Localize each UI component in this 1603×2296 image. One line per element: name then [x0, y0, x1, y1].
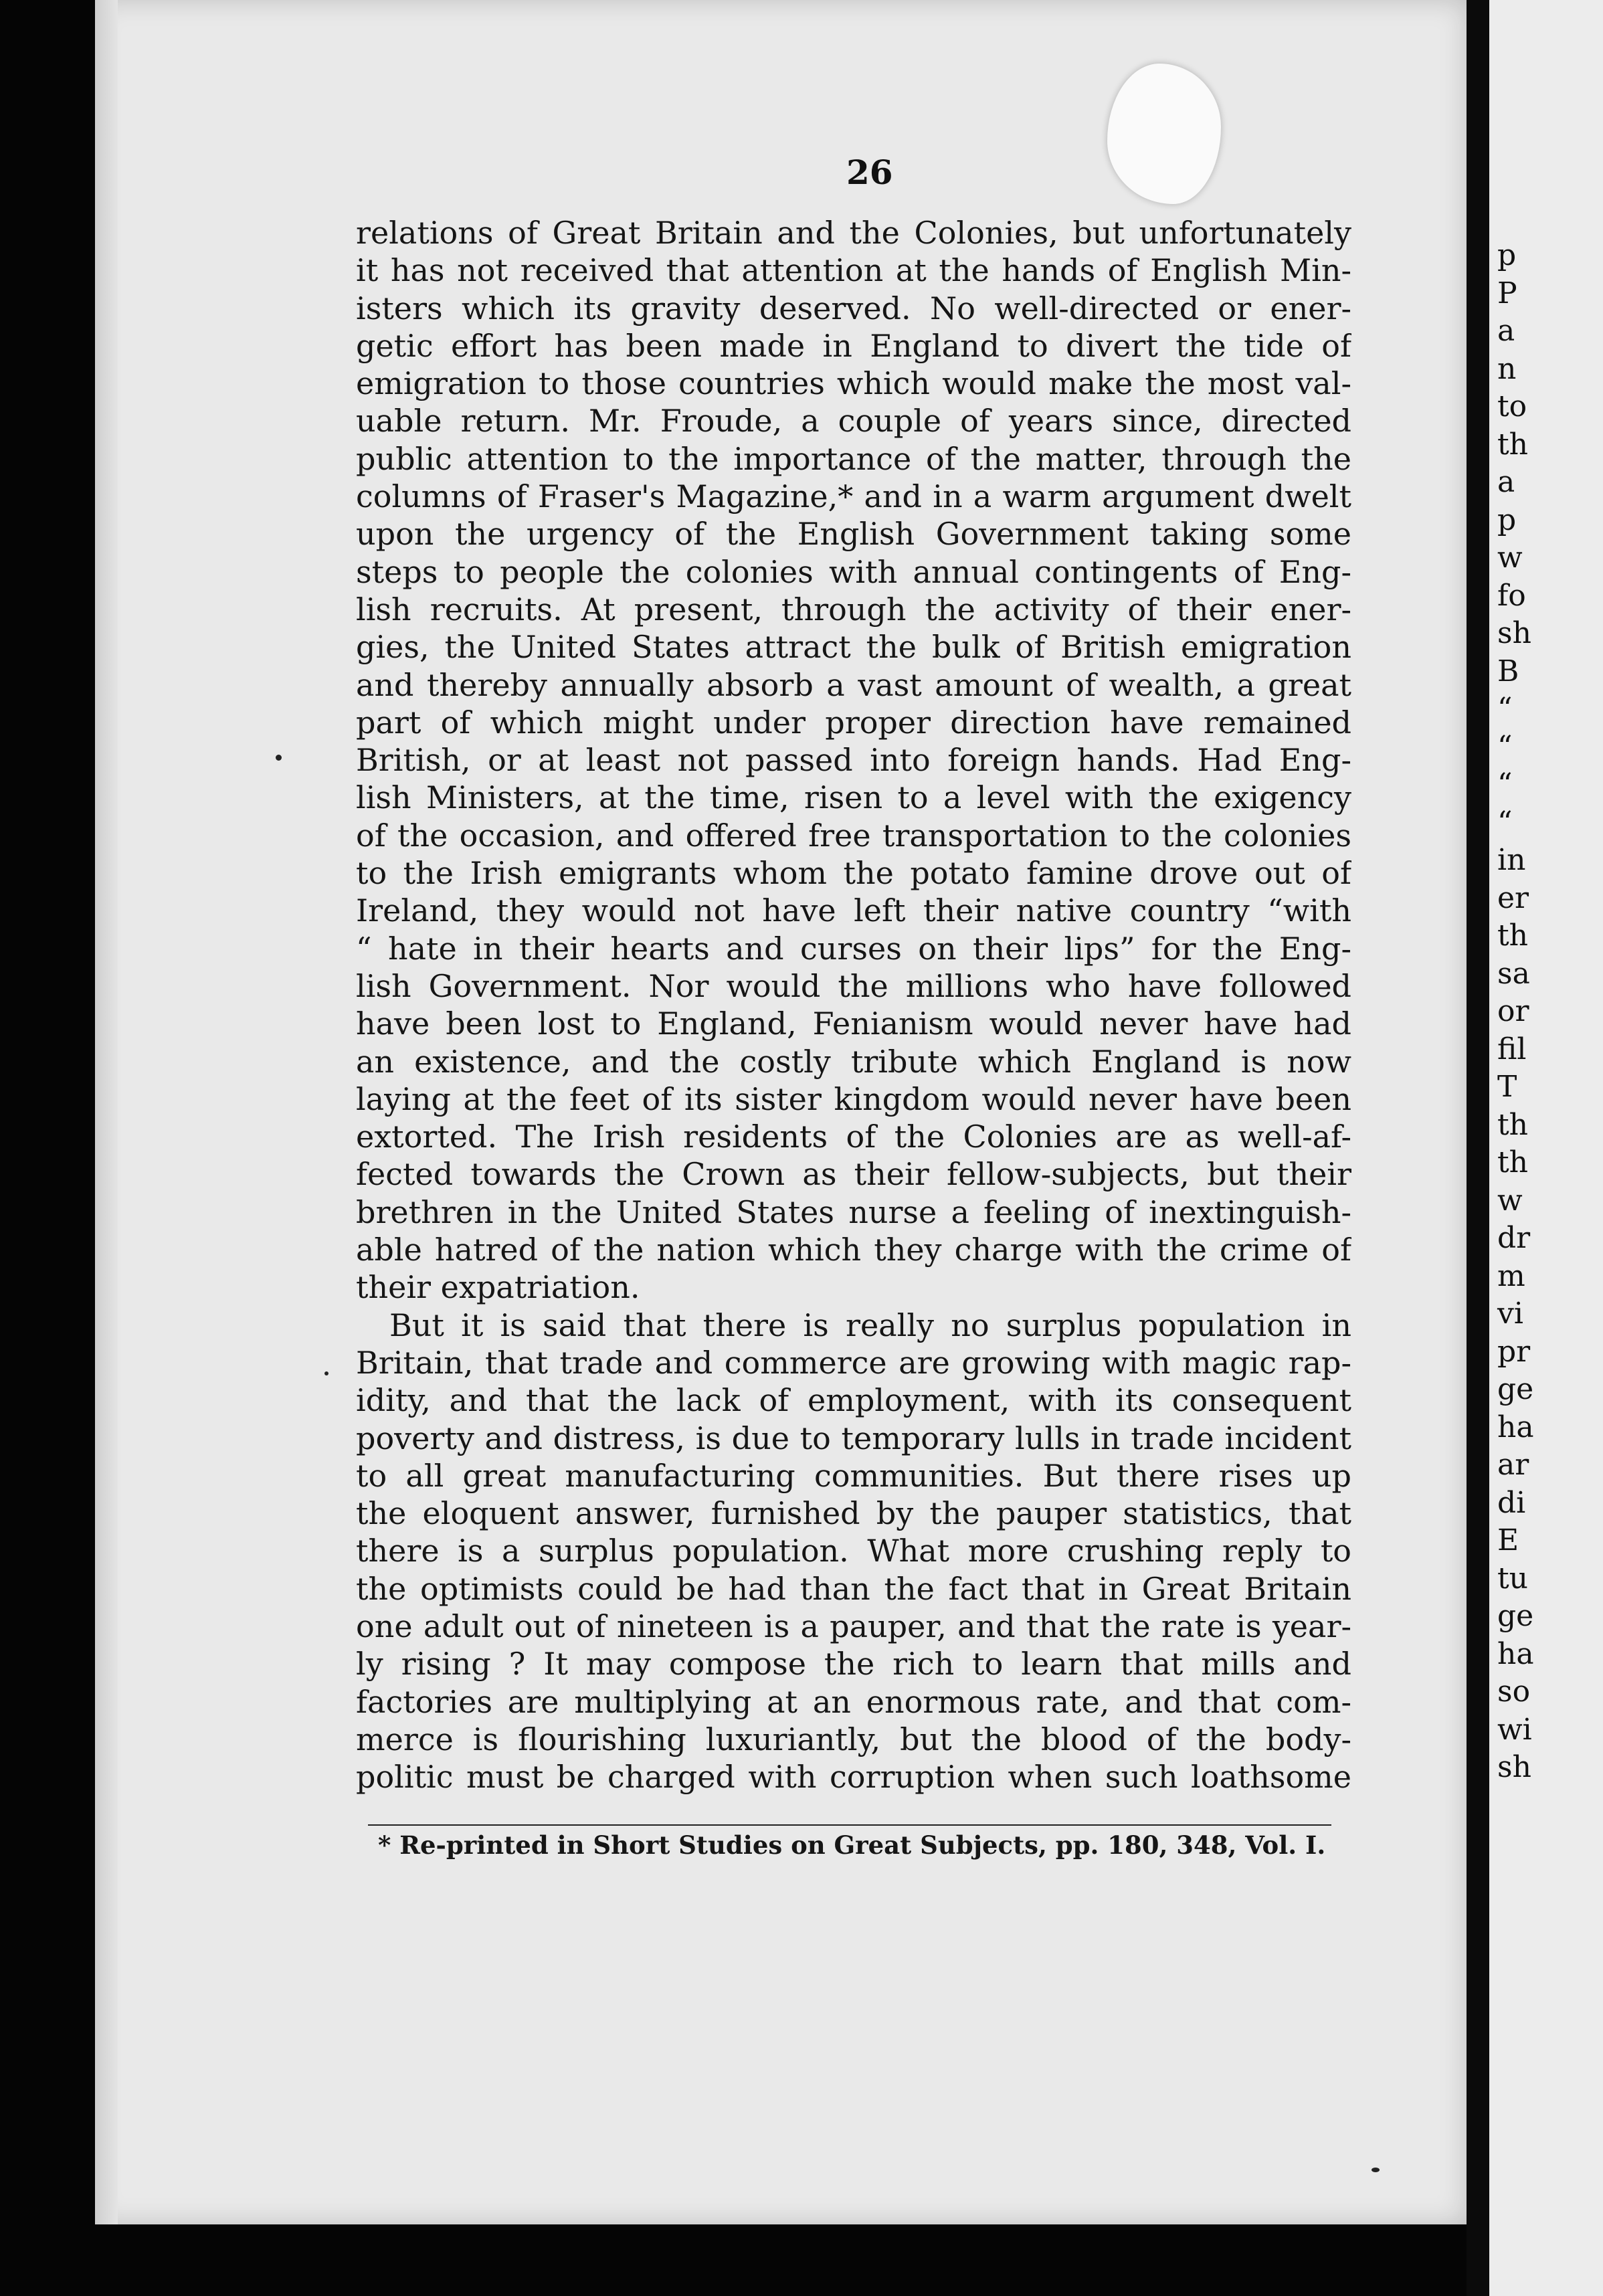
- text-line: But it is said that there is really no surplus population in: [389, 1307, 1351, 1343]
- footnote-rule: [368, 1824, 1331, 1826]
- text-line: able hatred of the nation which they charge with the crime of: [356, 1232, 1351, 1268]
- page-body-text: [356, 214, 1351, 1796]
- text-line: the optimists could be had than the fact that in Great Britain: [356, 1570, 1351, 1607]
- facing-page-fragment: ar: [1497, 1448, 1529, 1482]
- facing-page-fragment: m: [1497, 1258, 1525, 1293]
- text-line: part of which might under proper direction have remained: [356, 704, 1351, 741]
- book-gutter: [1467, 0, 1489, 2296]
- facing-page-fragment: fo: [1497, 578, 1526, 613]
- text-line: to all great manufacturing communities. But there rises up: [356, 1457, 1351, 1494]
- facing-page-fragment: p: [1497, 502, 1517, 537]
- text-line: to the Irish emigrants whom the potato famine drove out of: [356, 855, 1351, 892]
- text-line: factories are multiplying at an enormous rate, and that com-: [356, 1683, 1351, 1720]
- text-line: and thereby annually absorb a vast amount of wealth, a great: [356, 666, 1351, 703]
- facing-page-fragment: w: [1497, 541, 1523, 575]
- ink-speck: [1372, 2168, 1380, 2172]
- text-line: uable return. Mr. Froude, a couple of years since, directed: [356, 403, 1351, 440]
- text-line: idity, and that the lack of employment, with its consequent: [356, 1382, 1351, 1419]
- facing-page-fragment: “: [1497, 805, 1513, 840]
- text-line: ly rising ? It may compose the rich to learn that mills and: [356, 1646, 1351, 1683]
- text-line: merce is flourishing luxuriantly, but the blood of the body-: [356, 1721, 1351, 1757]
- facing-page-fragment: T: [1497, 1070, 1517, 1104]
- facing-page-fragment: dr: [1497, 1221, 1531, 1255]
- text-line: upon the urgency of the English Government taking some: [356, 516, 1351, 553]
- text-line: Britain, that trade and commerce are growing with magic rap-: [356, 1344, 1351, 1381]
- facing-page-fragment: th: [1497, 427, 1529, 462]
- facing-page-fragment: th: [1497, 1145, 1529, 1179]
- facing-page-fragment: p: [1497, 238, 1517, 272]
- text-line: extorted. The Irish residents of the Colonies are as well-af-: [356, 1119, 1351, 1155]
- facing-page: [1489, 0, 1603, 2296]
- paper-tear-mark: [1107, 64, 1221, 204]
- page-edge: [95, 0, 118, 2224]
- facing-page-fragment: ha: [1497, 1410, 1534, 1444]
- facing-page-fragment: E: [1497, 1523, 1519, 1557]
- facing-page-fragment: to: [1497, 389, 1527, 423]
- text-line: their expatriation.: [356, 1269, 640, 1306]
- text-line: British, or at least not passed into foreign hands. Had Eng-: [356, 742, 1351, 779]
- text-line: an existence, and the costly tribute which England is now: [356, 1043, 1351, 1080]
- text-line: public attention to the importance of the matter, through the: [356, 440, 1351, 477]
- facing-page-fragment: ha: [1497, 1636, 1534, 1671]
- facing-page-fragment: w: [1497, 1183, 1523, 1218]
- text-line: fected towards the Crown as their fellow-subjects, but their: [356, 1156, 1351, 1193]
- text-line: columns of Fraser's Magazine,* and in a warm argument dwelt: [356, 478, 1351, 515]
- facing-page-fragment: sa: [1497, 956, 1530, 991]
- text-line: there is a surplus population. What more crushing reply to: [356, 1533, 1351, 1569]
- page-number: 26: [846, 153, 893, 192]
- text-line: gies, the United States attract the bulk of British emigration: [356, 629, 1351, 666]
- facing-page-fragment: or: [1497, 994, 1529, 1028]
- ink-speck: [324, 1371, 328, 1375]
- facing-page-fragment: “: [1497, 767, 1513, 801]
- facing-page-fragment: wi: [1497, 1712, 1532, 1747]
- text-line: poverty and distress, is due to temporary lulls in trade incident: [356, 1420, 1351, 1456]
- facing-page-fragment: vi: [1497, 1297, 1523, 1331]
- facing-page-fragment: sh: [1497, 1750, 1531, 1784]
- facing-page-fragment: th: [1497, 1107, 1529, 1142]
- text-line: the eloquent answer, furnished by the pauper statistics, that: [356, 1495, 1351, 1532]
- facing-page-fragment: tu: [1497, 1561, 1529, 1596]
- text-line: emigration to those countries which would make the most val-: [356, 365, 1351, 402]
- facing-page-fragment: sh: [1497, 616, 1531, 650]
- text-line: lish Government. Nor would the millions who have followed: [356, 967, 1351, 1004]
- facing-page-fragment: in: [1497, 843, 1526, 877]
- text-line: of the occasion, and offered free transportation to the colonies: [356, 817, 1351, 854]
- text-line: laying at the feet of its sister kingdom would never have been: [356, 1080, 1351, 1117]
- facing-page-fragment: so: [1497, 1675, 1531, 1709]
- footnote: * Re-printed in Short Studies on Great Subjects, pp. 180, 348, Vol. I.: [378, 1830, 1326, 1860]
- text-line: isters which its gravity deserved. No well-directed or ener-: [356, 290, 1351, 326]
- facing-page-fragment: P: [1497, 276, 1517, 310]
- facing-page-fragment: a: [1497, 465, 1515, 499]
- facing-page-fragment: ge: [1497, 1599, 1534, 1633]
- facing-page-fragment: th: [1497, 919, 1529, 953]
- facing-page-fragment: ge: [1497, 1372, 1534, 1406]
- text-line: lish recruits. At present, through the activity of their ener-: [356, 591, 1351, 628]
- facing-page-fragment: a: [1497, 314, 1515, 348]
- text-line: getic effort has been made in England to divert the tide of: [356, 327, 1351, 364]
- facing-page-fragment: “: [1497, 729, 1513, 764]
- text-line: politic must be charged with corruption when such loathsome: [356, 1759, 1351, 1796]
- facing-page-fragment: di: [1497, 1485, 1526, 1520]
- facing-page-fragment: B: [1497, 654, 1519, 688]
- facing-page-fragment: “: [1497, 692, 1513, 726]
- facing-page-fragment: n: [1497, 351, 1517, 386]
- text-line: “ hate in their hearts and curses on their lips” for the Eng-: [356, 930, 1351, 967]
- text-line: have been lost to England, Fenianism would never have had: [356, 1006, 1351, 1042]
- facing-page-fragment: fil: [1497, 1032, 1527, 1066]
- ink-speck: [276, 755, 282, 761]
- text-line: one adult out of nineteen is a pauper, and that the rate is year-: [356, 1608, 1351, 1644]
- text-line: Ireland, they would not have left their native country “with: [356, 892, 1351, 929]
- text-line: brethren in the United States nurse a feeling of inextinguish-: [356, 1193, 1351, 1230]
- facing-page-fragment: pr: [1497, 1334, 1531, 1369]
- facing-page-fragment: er: [1497, 880, 1529, 915]
- text-line: relations of Great Britain and the Colonies, but unfortunately: [356, 215, 1351, 251]
- text-line: steps to people the colonies with annual contingents of Eng-: [356, 553, 1351, 590]
- text-line: it has not received that attention at the hands of English Min-: [356, 252, 1351, 289]
- text-line: lish Ministers, at the time, risen to a level with the exigency: [356, 779, 1351, 816]
